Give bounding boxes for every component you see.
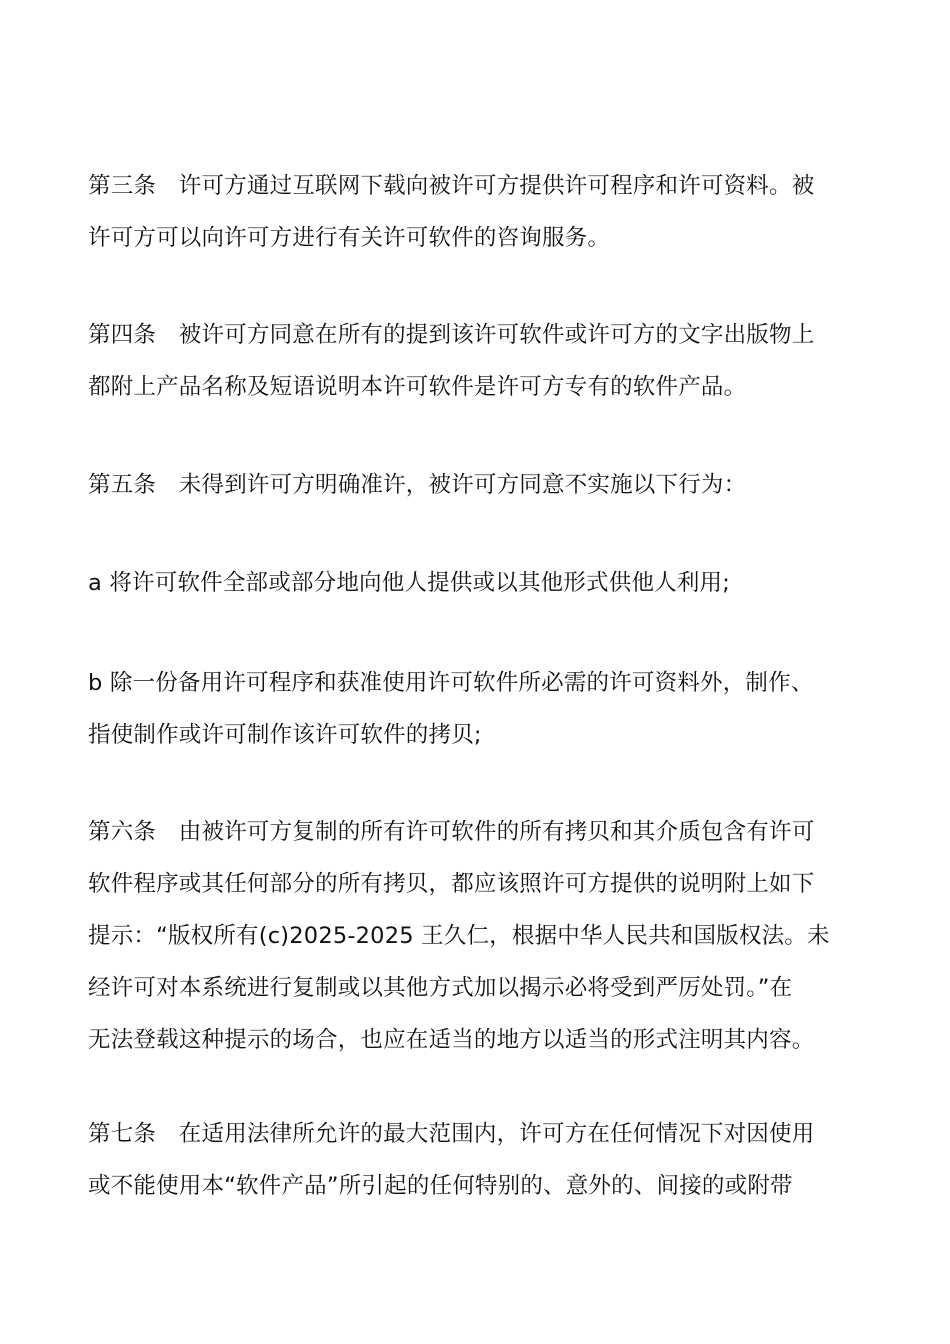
article-5-paragraph	[88, 459, 864, 511]
text-line: 经许可对本系统进行复制或以其他方式加以揭示必将受到严厉处罚。”在	[88, 975, 793, 1001]
text-line: 第五条 未得到许可方明确准许，被许可方同意不实施以下行为：	[88, 472, 747, 498]
text-line: 或不能使用本“软件产品”所引起的任何特别的、意外的、间接的或附带	[88, 1173, 793, 1199]
text-line: 第三条 许可方通过互联网下载向被许可方提供许可程序和许可资料。被	[88, 173, 815, 199]
text-line: 指使制作或许可制作该许可软件的拷贝;	[88, 722, 482, 748]
text-line: 第四条 被许可方同意在所有的提到该许可软件或许可方的文字出版物上	[88, 322, 815, 348]
text-line: b 除一份备用许可程序和获准使用许可软件所必需的许可资料外，制作、	[88, 670, 814, 696]
article-4-paragraph	[88, 309, 864, 413]
article-7-paragraph	[88, 1108, 864, 1212]
text-line: a 将许可软件全部或部分地向他人提供或以其他形式供他人利用;	[88, 570, 731, 596]
text-line: 软件程序或其任何部分的所有拷贝，都应该照许可方提供的说明附上如下	[88, 871, 815, 897]
article-3-paragraph	[88, 160, 864, 264]
text-line: 提示：“版权所有(c)2025-2025 王久仁，根据中华人民共和国版权法。未	[88, 923, 830, 949]
item-b-paragraph	[88, 657, 864, 761]
text-line: 第七条 在适用法律所允许的最大范围内，许可方在任何情况下对因使用	[88, 1121, 815, 1147]
text-line: 无法登载这种提示的场合，也应在适当的地方以适当的形式注明其内容。	[88, 1027, 815, 1053]
text-line: 许可方可以向许可方进行有关许可软件的咨询服务。	[88, 225, 611, 251]
text-line: 都附上产品名称及短语说明本许可软件是许可方专有的软件产品。	[88, 374, 747, 400]
article-6-paragraph	[88, 806, 864, 1066]
text-line: 第六条 由被许可方复制的所有许可软件的所有拷贝和其介质包含有许可	[88, 819, 815, 845]
item-a-paragraph	[88, 557, 864, 609]
